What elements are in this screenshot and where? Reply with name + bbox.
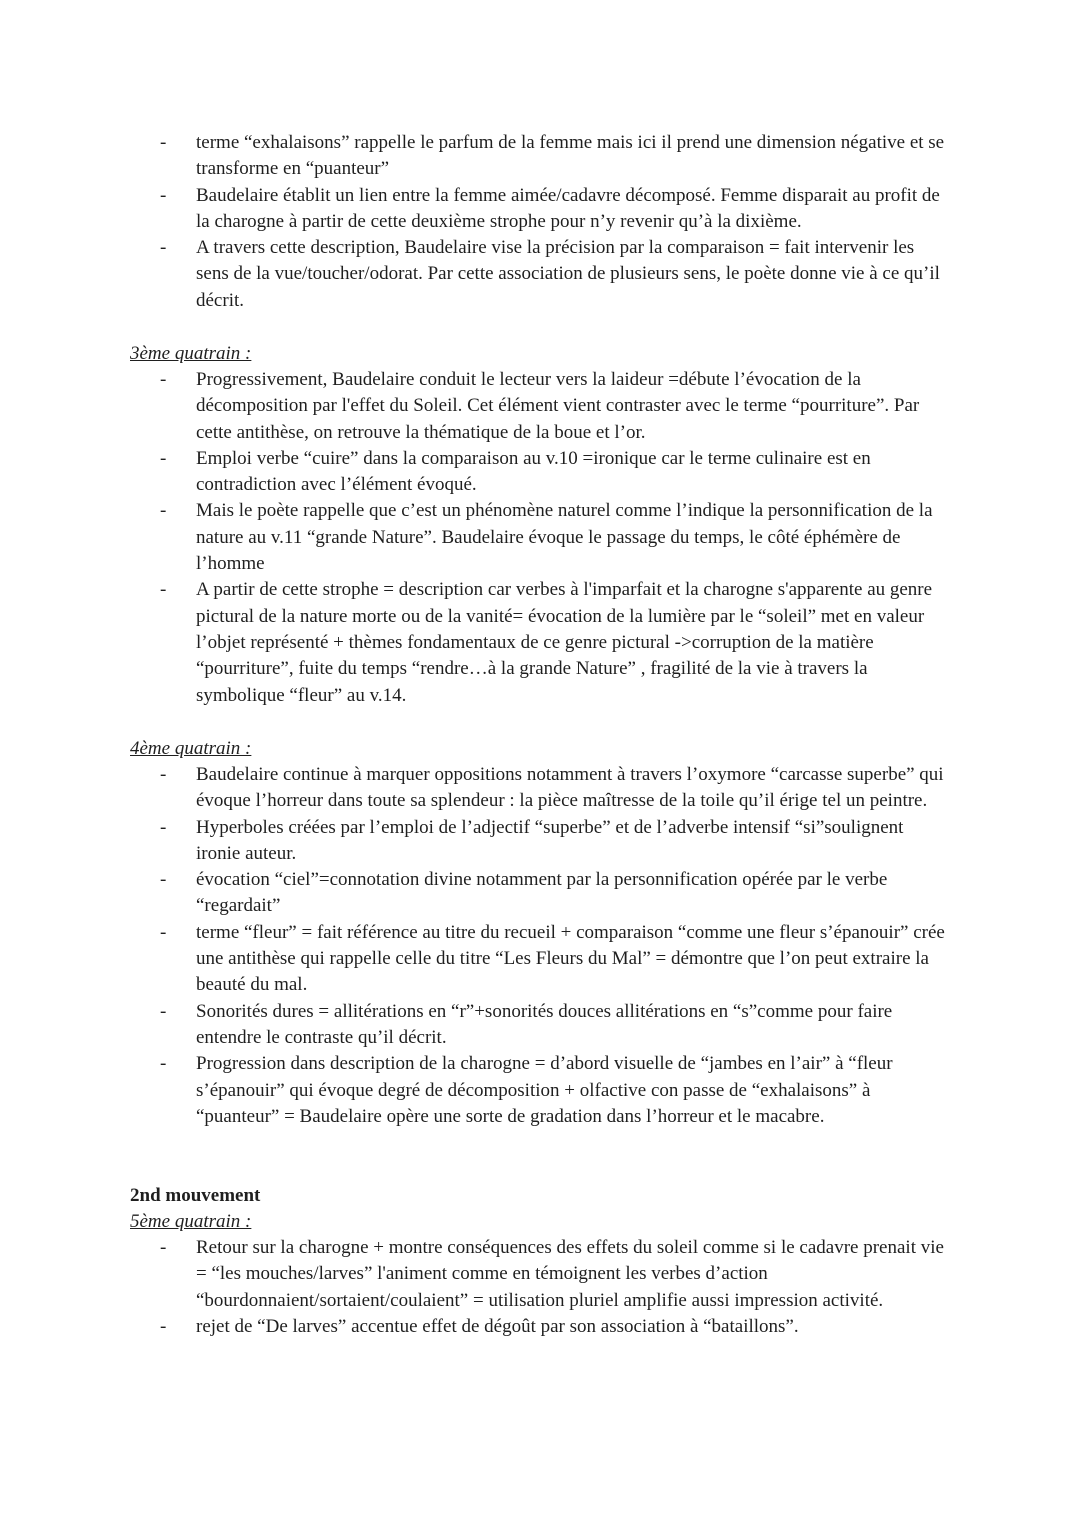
bullet-dash: - (160, 921, 167, 943)
bullet-dash: - (160, 869, 167, 891)
list-item: - rejet de “De larves” accentue effet de dégoût par son association à “bataillons”. (0, 1314, 1080, 1340)
quatrain-3-list (0, 367, 1080, 709)
bullet-dash: - (160, 184, 167, 206)
bullet-dash: - (160, 237, 167, 259)
bullet-dash: - (160, 1000, 167, 1022)
bullet-dash: - (160, 764, 167, 785)
bullet-dash: - (160, 500, 167, 522)
bullet-dash: - (160, 132, 167, 153)
bullet-dash: - (160, 579, 167, 601)
list-item: - Emploi verbe “cuire” dans la comparaison au v.10 =ironique car le terme culinaire est en contradiction avec l’élément évoqué. (160, 447, 871, 496)
list-item: - Progression dans description de la charogne = d’abord visuelle de “jambes en l’air” à “fleur s’épanouir” qui évoque degré de décomposition + olfactive con passe de “exhalaisons” à “puanteur” = Baudelaire opère une sorte de gradation dans l’horreur et le macabre. (160, 1053, 893, 1127)
quatrain-4-section (0, 736, 1080, 1130)
list-item: - terme “fleur” = fait référence au titre du recueil + comparaison “comme une fleur s’épanouir” crée une antithèse qui rappelle celle du titre “Les Fleurs du Mal” = démontre que l’on peut extraire la beauté du mal. (160, 921, 945, 996)
list-item: - Baudelaire continue à marquer oppositions notamment à travers l’oxymore “carcasse superbe” qui évoque l’horreur dans toute sa splendeur : la pièce maîtresse de la toile qu’il érige tel un peintre. (160, 764, 944, 812)
intro-section (0, 130, 1080, 314)
bullet-dash: - (160, 447, 167, 469)
bullet-dash: - (160, 1237, 167, 1258)
quatrain-4-list (0, 762, 1080, 1130)
movement-2-section (0, 1183, 1080, 1340)
bullet-dash: - (160, 1315, 167, 1337)
section-heading: 4ème quatrain : (130, 738, 252, 759)
list-item: - A partir de cette strophe = description car verbes à l'imparfait et la charogne s'apparente au genre pictural de la nature morte ou de la vanité= évocation de la lumière par le “soleil” met en valeur l’objet représenté + thèmes fondamentaux de ce genre pictural ->corruption de la matière “pourriture”, fuite du temps “rendre…à la grande Nature” , fragilité de la vie à travers la symbolique “fleur” au v.14. (160, 579, 933, 706)
intro-list (0, 130, 1080, 314)
bullet-dash: - (160, 816, 167, 838)
list-item: - Progressivement, Baudelaire conduit le lecteur vers la laideur =débute l’évocation de la décomposition par l'effet du Soleil. Cet élément vient contraster avec le terme “pourriture”. Par cette antithèse, on retrouve la thématique de la boue et l’or. (160, 369, 920, 443)
section-heading: 5ème quatrain : (130, 1211, 252, 1232)
quatrain-3-section (0, 341, 1080, 709)
section-heading: 3ème quatrain : (130, 343, 252, 364)
list-item: - Baudelaire établit un lien entre la femme aimée/cadavre décomposé. Femme disparait au profit de la charogne à partir de cette deuxième strophe pour n’y revenir qu’à la dixième. (160, 184, 940, 232)
quatrain-5-list (0, 1235, 1080, 1340)
list-item: - Retour sur la charogne + montre conséquences des effets du soleil comme si le cadavre prenait vie = “les mouches/larves” l'animent comme en témoignent les verbes d’action “bourdonnaient/sortaient/coulaient” = utilisation pluriel amplifie aussi impression activité. (160, 1237, 944, 1311)
list-item: - A travers cette description, Baudelaire vise la précision par la comparaison = fait intervenir les sens de la vue/toucher/odorat. Par cette association de plusieurs sens, le poète donne vie à ce qu’il décrit. (160, 237, 940, 311)
movement-title: 2nd mouvement (130, 1185, 261, 1206)
bullet-dash: - (160, 1053, 167, 1075)
list-item: - terme “exhalaisons” rappelle le parfum de la femme mais ici il prend une dimension négative et se transforme en “puanteur” (160, 132, 945, 180)
bullet-dash: - (160, 369, 167, 390)
list-item: - Hyperboles créées par l’emploi de l’adjectif “superbe” et de l’adverbe intensif “si”soulignent ironie auteur. (160, 816, 904, 864)
list-item: - évocation “ciel”=connotation divine notamment par la personnification opérée par le verbe “regardait” (160, 869, 888, 917)
list-item: - Sonorités dures = allitérations en “r”+sonorités douces allitérations en “s”comme pour faire entendre le contraste qu’il décrit. (160, 1000, 893, 1048)
list-item: - Mais le poète rappelle que c’est un phénomène naturel comme l’indique la personnification de la nature au v.11 “grande Nature”. Baudelaire évoque le passage du temps, le côté éphémère de l’homme (160, 500, 933, 575)
